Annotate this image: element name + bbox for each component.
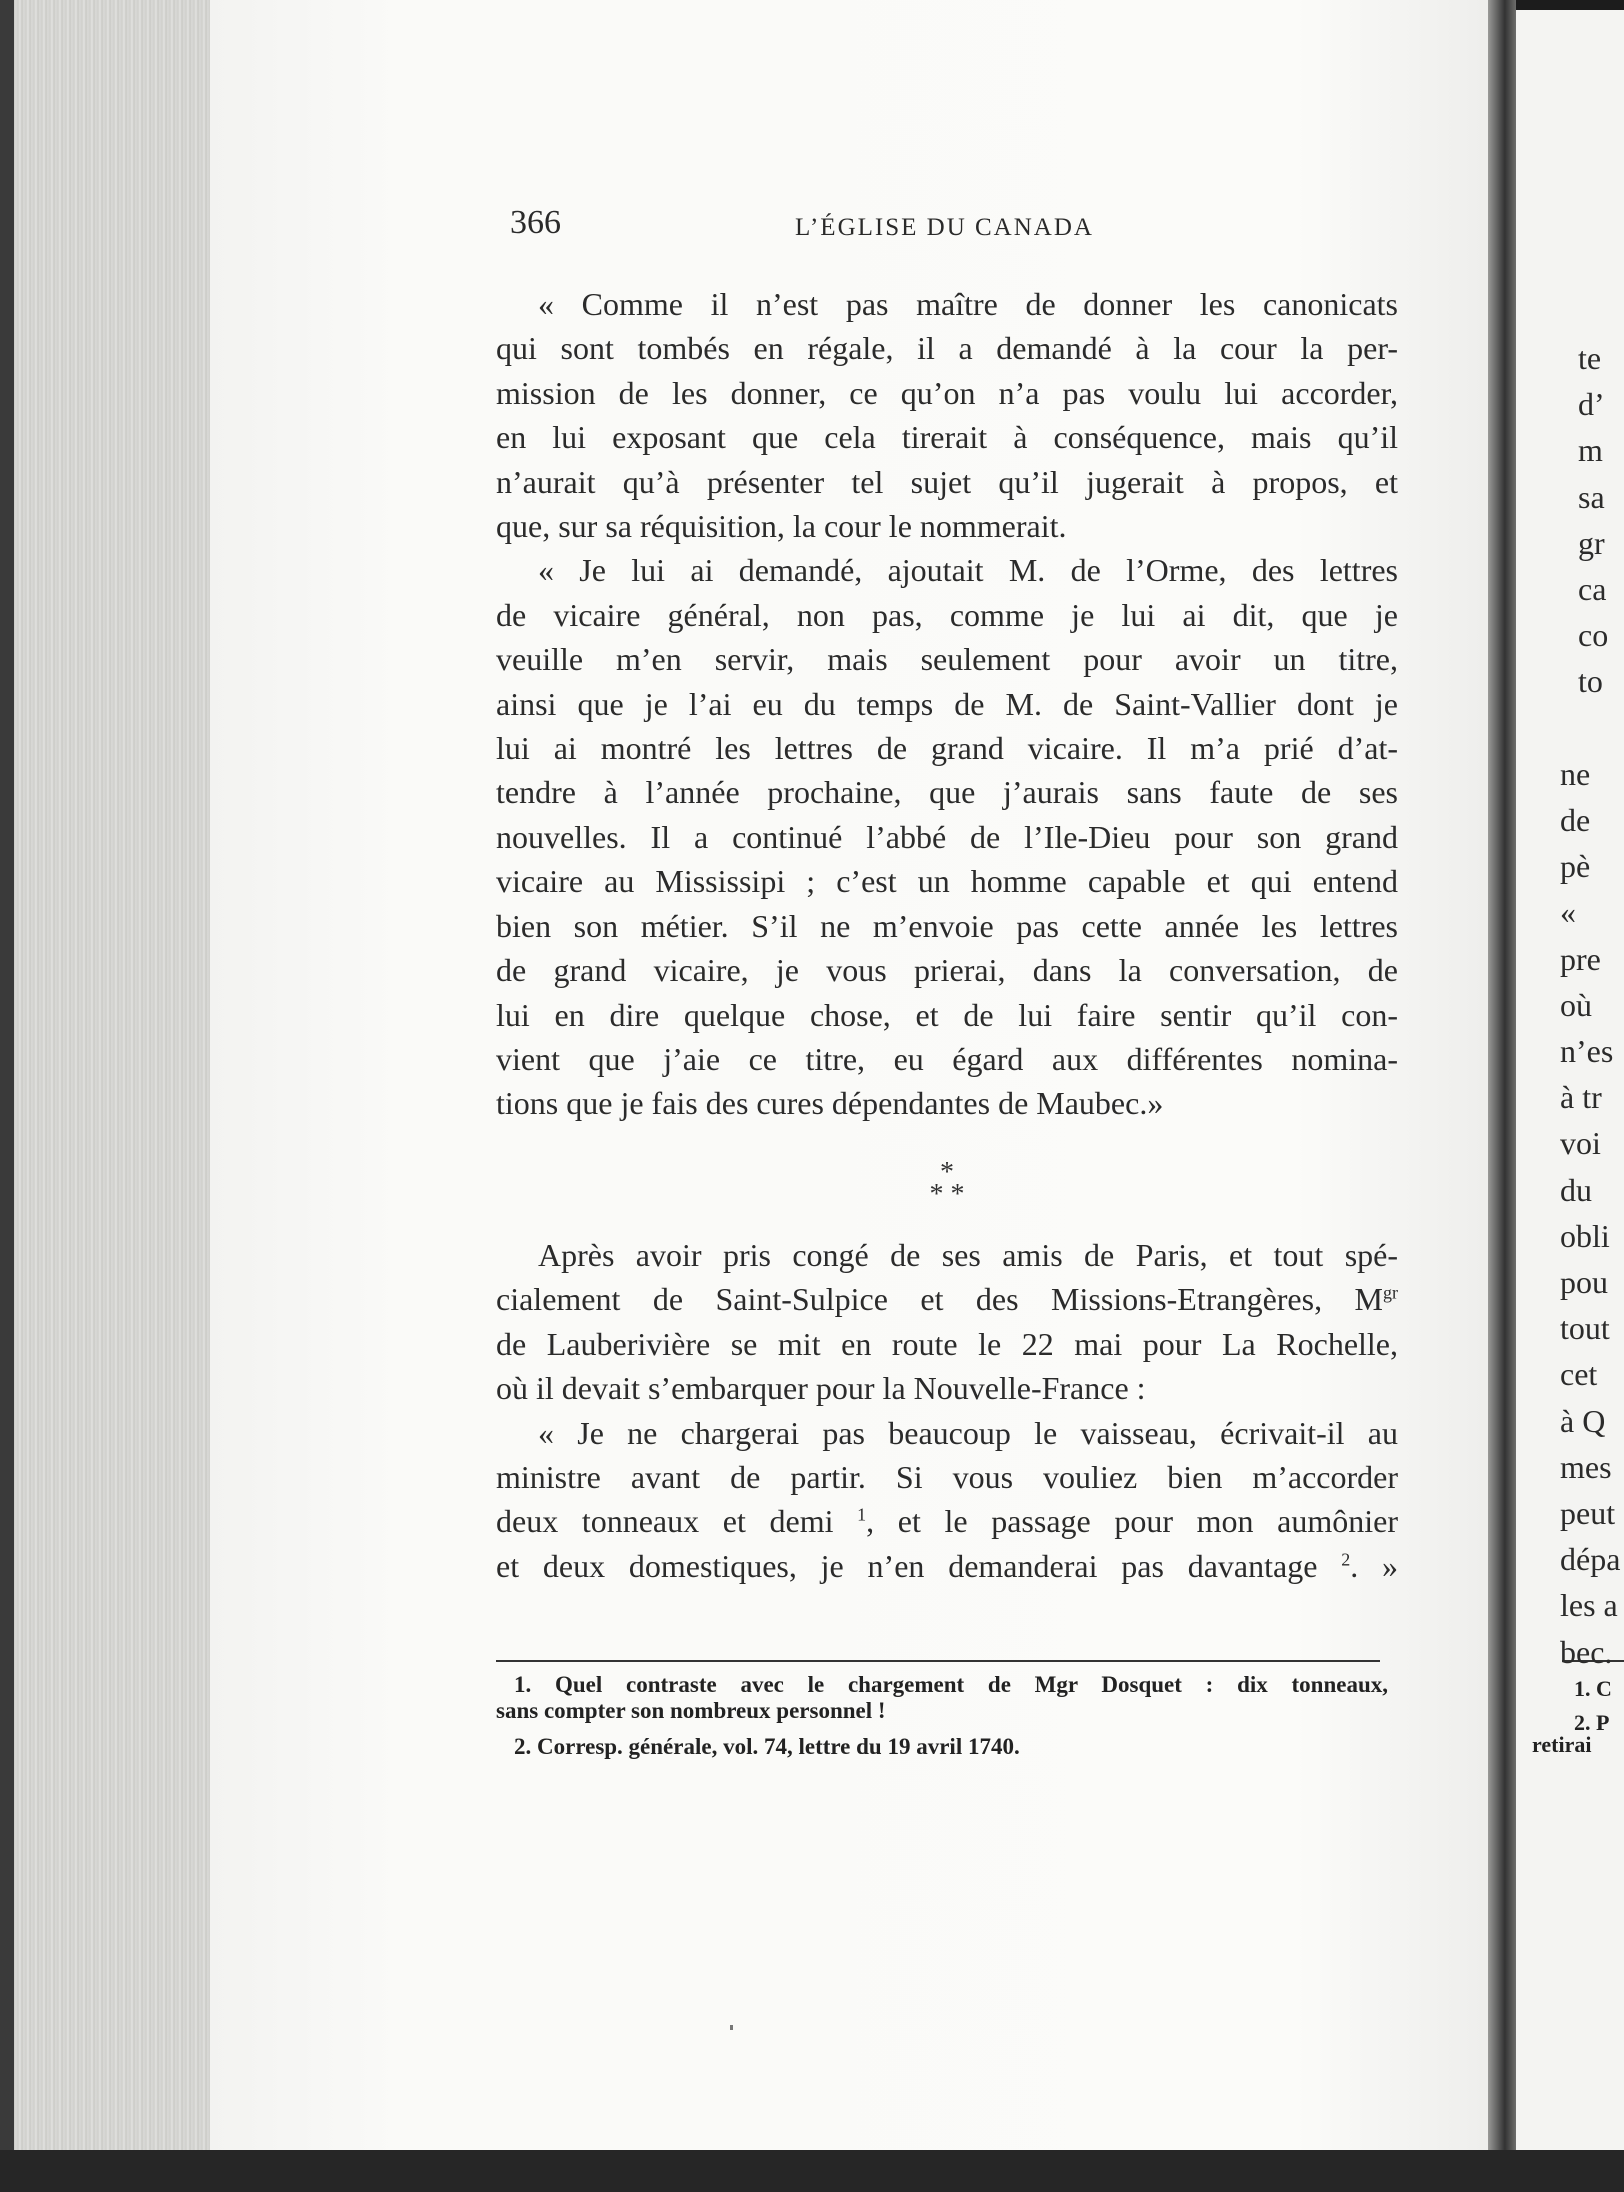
footnote-line: sans compter son nombreux personnel !	[496, 1698, 886, 1723]
page-edges	[0, 0, 210, 2192]
text-line: que, sur sa réquisition, la cour le nommerait.	[496, 508, 1067, 545]
bottom-edge	[0, 2150, 1624, 2192]
text-line: ministre avant de partir. Si vous vouliez bien m’accorder	[496, 1459, 1398, 1496]
paragraph-2	[496, 548, 1398, 1125]
text-line: « Je ne chargerai pas beaucoup le vaisseau, écrivait-il au	[538, 1414, 1398, 1451]
text-line: tions que je fais des cures dépendantes de Maubec.»	[496, 1085, 1164, 1122]
text-line: de vicaire général, non pas, comme je lui ai dit, que je	[496, 596, 1398, 633]
right-page-fragment: mes	[1560, 1448, 1612, 1485]
text-line: veuille m’en servir, mais seulement pour avoir un titre,	[496, 641, 1398, 678]
right-page-fragment: pre	[1560, 940, 1601, 977]
right-page-fragment: tout	[1560, 1310, 1610, 1347]
text-line-mgr	[496, 1277, 1398, 1321]
text-line-with-note	[496, 1544, 1398, 1588]
right-page-fragment: dépa	[1560, 1541, 1621, 1578]
text-line: nouvelles. Il a continué l’abbé de l’Ile-Dieu pour son grand	[496, 818, 1398, 855]
right-page-fragment: to	[1578, 663, 1603, 700]
running-title: L’ÉGLISE DU CANADA	[795, 214, 1094, 241]
text-line: Après avoir pris congé de ses amis de Paris, et tout spé-	[538, 1237, 1398, 1273]
right-page-fragment: gr	[1578, 524, 1605, 561]
text-line: lui ai montré les lettres de grand vicaire. Il m’a prié d’at-	[496, 730, 1398, 767]
footnote-1	[496, 1672, 1388, 1724]
right-footnote-fragment: 2. P	[1574, 1710, 1610, 1735]
right-page-fragment: du	[1560, 1171, 1592, 1208]
right-page-fragment: peut	[1560, 1495, 1616, 1531]
paragraph-1	[496, 282, 1398, 548]
right-page-fragment: à tr	[1560, 1079, 1602, 1116]
footnote-line: 2. Corresp. générale, vol. 74, lettre du 19 avril 1740.	[514, 1734, 1020, 1759]
paragraph-4	[496, 1411, 1398, 1589]
text-segment: et deux domestiques, je n’en demanderai pas davantage	[496, 1547, 1318, 1584]
text-line: de grand vicaire, je vous prierai, dans la conversation, de	[496, 952, 1398, 989]
right-page-fragment: bec.	[1560, 1633, 1613, 1670]
right-page-fragment: te	[1578, 340, 1602, 376]
right-page-fragment: cet	[1560, 1356, 1598, 1393]
text-line: « Comme il n’est pas maître de donner les canonicats	[538, 286, 1398, 322]
book-gutter	[1488, 0, 1516, 2192]
right-page-fragment: à Q	[1560, 1402, 1606, 1439]
text-segment: deux tonneaux et demi	[496, 1503, 834, 1540]
right-page-fragment: ca	[1578, 571, 1607, 607]
right-page-fragment: où	[1560, 986, 1592, 1023]
asterism-bottom: * *	[929, 1179, 965, 1210]
asterism	[496, 1157, 1398, 1210]
right-page-fragment: ne	[1560, 755, 1591, 792]
text-line: vient que j’aie ce titre, eu égard aux différentes nomina-	[496, 1040, 1398, 1077]
right-page-fragment: d’	[1578, 386, 1605, 423]
footnote-rule	[496, 1660, 1380, 1662]
mgr-superscript: gr	[1383, 1282, 1398, 1303]
right-page-fragment: pè	[1560, 848, 1591, 885]
right-page-fragment: m	[1578, 432, 1603, 469]
footnote-line: 1. Quel contraste avec le chargement de Mgr Dosquet : dix tonneaux,	[514, 1672, 1388, 1697]
text-segment: . »	[1350, 1547, 1398, 1584]
right-page-fragment: «	[1560, 894, 1576, 931]
text-line: mission de les donner, ce qu’on n’a pas voulu lui accorder,	[496, 374, 1398, 411]
right-page-fragment: de	[1560, 802, 1591, 838]
running-head	[510, 204, 1400, 254]
right-page-fragment: pou	[1560, 1264, 1608, 1300]
right-page-fragment: n’es	[1560, 1033, 1614, 1069]
text-segment: cialement de Saint-Sulpice et des Missions-Etrangères, M	[496, 1281, 1383, 1318]
right-page-fragment: obli	[1560, 1217, 1610, 1254]
right-page-fragment: co	[1578, 617, 1609, 654]
right-footnote-fragment: 1. C	[1574, 1676, 1612, 1701]
right-page-fragment: voi	[1560, 1125, 1601, 1162]
page-number: 366	[510, 204, 561, 241]
footnotes	[496, 1672, 1388, 1770]
text-line: bien son métier. S’il ne m’envoie pas cette année les lettres	[496, 907, 1398, 944]
right-page-fragment: les a	[1560, 1587, 1618, 1624]
text-line: « Je lui ai demandé, ajoutait M. de l’Orme, des lettres	[538, 552, 1398, 589]
text-line: vicaire au Mississipi ; c’est un homme capable et qui entend	[496, 863, 1398, 900]
asterism-top: *	[940, 1157, 954, 1188]
text-line: qui sont tombés en régale, il a demandé à la cour la per-	[496, 330, 1398, 367]
print-speck	[730, 2025, 733, 2030]
right-page	[1516, 10, 1624, 2160]
second-section	[496, 1233, 1398, 1588]
text-line: où il devait s’embarquer pour la Nouvelle-France :	[496, 1370, 1146, 1407]
footnote-ref-2: 2	[1341, 1549, 1351, 1570]
text-line-with-note	[496, 1499, 1398, 1543]
text-line: tendre à l’année prochaine, que j’aurais sans faute de ses	[496, 774, 1398, 811]
right-page-fragment: sa	[1578, 478, 1605, 515]
text-line: n’aurait qu’à présenter tel sujet qu’il jugerait à propos, et	[496, 463, 1398, 500]
text-line: de Lauberivière se mit en route le 22 mai pour La Rochelle,	[496, 1325, 1398, 1362]
text-line: en lui exposant que cela tirerait à conséquence, mais qu’il	[496, 419, 1398, 456]
paragraph-3	[496, 1233, 1398, 1411]
main-text-block	[496, 282, 1398, 1126]
footnote-ref-1: 1	[857, 1504, 867, 1525]
footnote-2	[496, 1734, 1388, 1760]
text-segment: , et le passage pour mon aumônier	[866, 1503, 1398, 1540]
text-line: lui en dire quelque chose, et de lui faire sentir qu’il con-	[496, 996, 1398, 1033]
text-line: ainsi que je l’ai eu du temps de M. de Saint-Vallier dont je	[496, 685, 1398, 722]
right-footnote-fragment: retirai	[1532, 1732, 1592, 1757]
